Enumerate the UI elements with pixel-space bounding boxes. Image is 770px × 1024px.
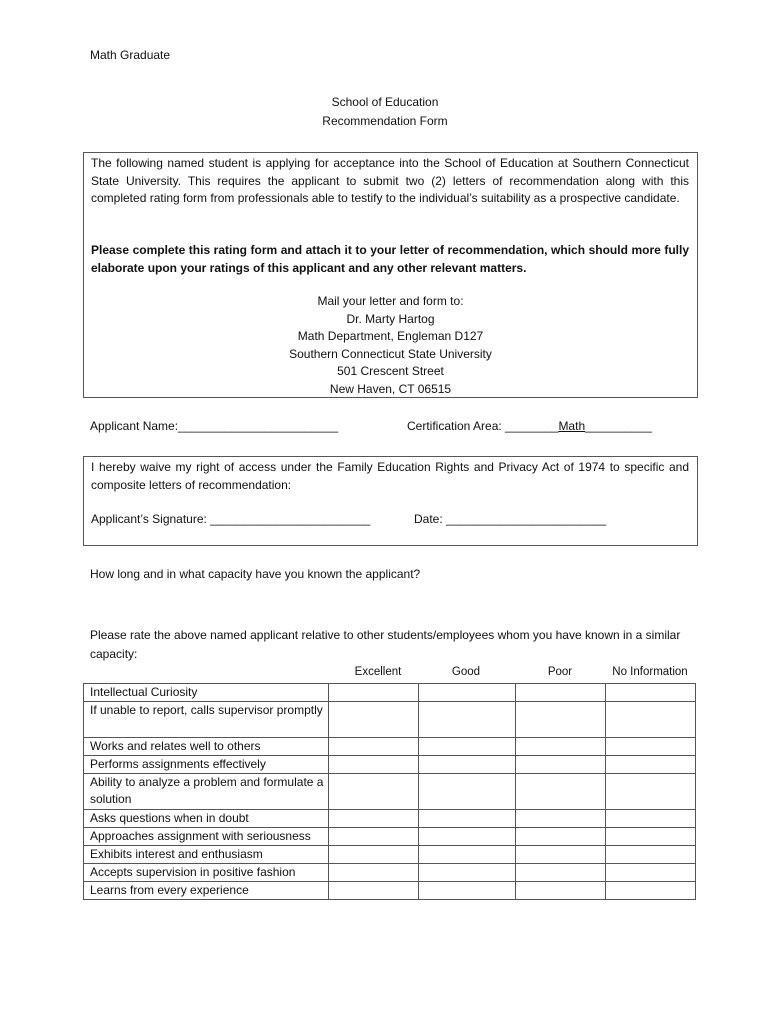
rating-cell-poor[interactable] [516, 846, 606, 864]
column-header-no-information: No Information [612, 666, 688, 678]
mailing-address [84, 293, 697, 398]
rating-cell-poor[interactable] [516, 684, 606, 702]
rating-instructions: Please rate the above named applicant relative to other students/employees whom you have known in a similar capacity: [90, 628, 681, 661]
criterion-label: Asks questions when in doubt [84, 810, 329, 828]
table-row [84, 738, 696, 756]
mail-line: 501 Crescent Street [337, 364, 444, 378]
certification-suffix: __________ [585, 419, 652, 433]
header-label: Math Graduate [90, 48, 171, 62]
waiver-text: I hereby waive my right of access under the Family Education Rights and Privacy Act of 1974 to specific and composite letters of recommendation: [91, 460, 689, 492]
rating-cell-no-information[interactable] [606, 828, 696, 846]
rating-cell-excellent[interactable] [329, 738, 419, 756]
rating-cell-good[interactable] [419, 828, 516, 846]
signature-field[interactable]: Applicant’s Signature: ________________________ [91, 512, 371, 526]
table-row [84, 702, 696, 738]
rating-cell-excellent[interactable] [329, 828, 419, 846]
rating-cell-no-information[interactable] [606, 702, 696, 738]
column-header-good: Good [451, 666, 481, 678]
date-field[interactable]: Date: ________________________ [414, 512, 607, 526]
table-row [84, 882, 696, 900]
table-row [84, 864, 696, 882]
rating-cell-no-information[interactable] [606, 810, 696, 828]
rating-cell-no-information[interactable] [606, 882, 696, 900]
rating-cell-no-information[interactable] [606, 738, 696, 756]
criterion-label: Ability to analyze a problem and formulate a solution [84, 774, 329, 810]
mail-line: Math Department, Engleman D127 [297, 329, 484, 343]
rating-cell-excellent[interactable] [329, 774, 419, 810]
rating-cell-excellent[interactable] [329, 846, 419, 864]
applicant-name-field[interactable]: Applicant Name:________________________ [90, 419, 339, 433]
criterion-label: Accepts supervision in positive fashion [84, 864, 329, 882]
criterion-label: Exhibits interest and enthusiasm [84, 846, 329, 864]
rating-cell-excellent[interactable] [329, 702, 419, 738]
rating-cell-no-information[interactable] [606, 846, 696, 864]
column-header-poor: Poor [547, 666, 573, 678]
rating-cell-excellent[interactable] [329, 810, 419, 828]
rating-cell-good[interactable] [419, 774, 516, 810]
rating-cell-excellent[interactable] [329, 864, 419, 882]
column-header-excellent: Excellent [354, 666, 402, 678]
rating-cell-no-information[interactable] [606, 756, 696, 774]
rating-cell-poor[interactable] [516, 774, 606, 810]
intro-box [83, 152, 698, 398]
form-school: School of Education [331, 95, 439, 109]
table-row [84, 684, 696, 702]
table-row [84, 810, 696, 828]
rating-cell-good[interactable] [419, 702, 516, 738]
criterion-label: Works and relates well to others [84, 738, 329, 756]
criterion-label: Approaches assignment with seriousness [84, 828, 329, 846]
instructions-paragraph: Please complete this rating form and attach it to your letter of recommendation, which should more fully elaborate upon your ratings of this applicant and any other relevant matters. [91, 243, 689, 275]
waiver-box [83, 456, 698, 546]
rating-cell-poor[interactable] [516, 756, 606, 774]
rating-cell-good[interactable] [419, 864, 516, 882]
criterion-label: If unable to report, calls supervisor promptly [84, 702, 329, 738]
rating-cell-poor[interactable] [516, 702, 606, 738]
table-row [84, 828, 696, 846]
rating-cell-excellent[interactable] [329, 684, 419, 702]
criterion-label: Performs assignments effectively [84, 756, 329, 774]
certification-area-field[interactable] [407, 419, 652, 433]
certification-prefix: Certification Area: ________ [407, 419, 559, 433]
criterion-label: Intellectual Curiosity [84, 684, 329, 702]
certification-value: Math [558, 419, 586, 433]
rating-cell-good[interactable] [419, 684, 516, 702]
rating-cell-poor[interactable] [516, 738, 606, 756]
rating-cell-good[interactable] [419, 756, 516, 774]
capacity-question: How long and in what capacity have you known the applicant? [90, 567, 421, 581]
rating-table [83, 683, 696, 900]
rating-cell-no-information[interactable] [606, 774, 696, 810]
rating-cell-poor[interactable] [516, 882, 606, 900]
intro-paragraph: The following named student is applying for acceptance into the School of Education at Southern Connecticut State University. This requires the applicant to submit two (2) letters of recommendation along with this completed rating form from professionals able to testify to the individual’s suitability as a prospective candidate. [91, 156, 689, 205]
rating-cell-good[interactable] [419, 846, 516, 864]
table-row [84, 756, 696, 774]
rating-cell-poor[interactable] [516, 828, 606, 846]
rating-cell-good[interactable] [419, 810, 516, 828]
rating-cell-poor[interactable] [516, 864, 606, 882]
rating-cell-no-information[interactable] [606, 864, 696, 882]
rating-cell-poor[interactable] [516, 810, 606, 828]
mail-line: Southern Connecticut State University [289, 346, 492, 361]
table-row [84, 774, 696, 810]
criterion-label: Learns from every experience [84, 882, 329, 900]
rating-cell-good[interactable] [419, 738, 516, 756]
rating-cell-excellent[interactable] [329, 882, 419, 900]
rating-cell-excellent[interactable] [329, 756, 419, 774]
rating-cell-no-information[interactable] [606, 684, 696, 702]
mail-line: Mail your letter and form to: [317, 294, 464, 308]
table-row [84, 846, 696, 864]
form-title: Recommendation Form [322, 114, 448, 128]
rating-cell-good[interactable] [419, 882, 516, 900]
mail-line: New Haven, CT 06515 [329, 381, 452, 396]
mail-line: Dr. Marty Hartog [346, 311, 435, 326]
